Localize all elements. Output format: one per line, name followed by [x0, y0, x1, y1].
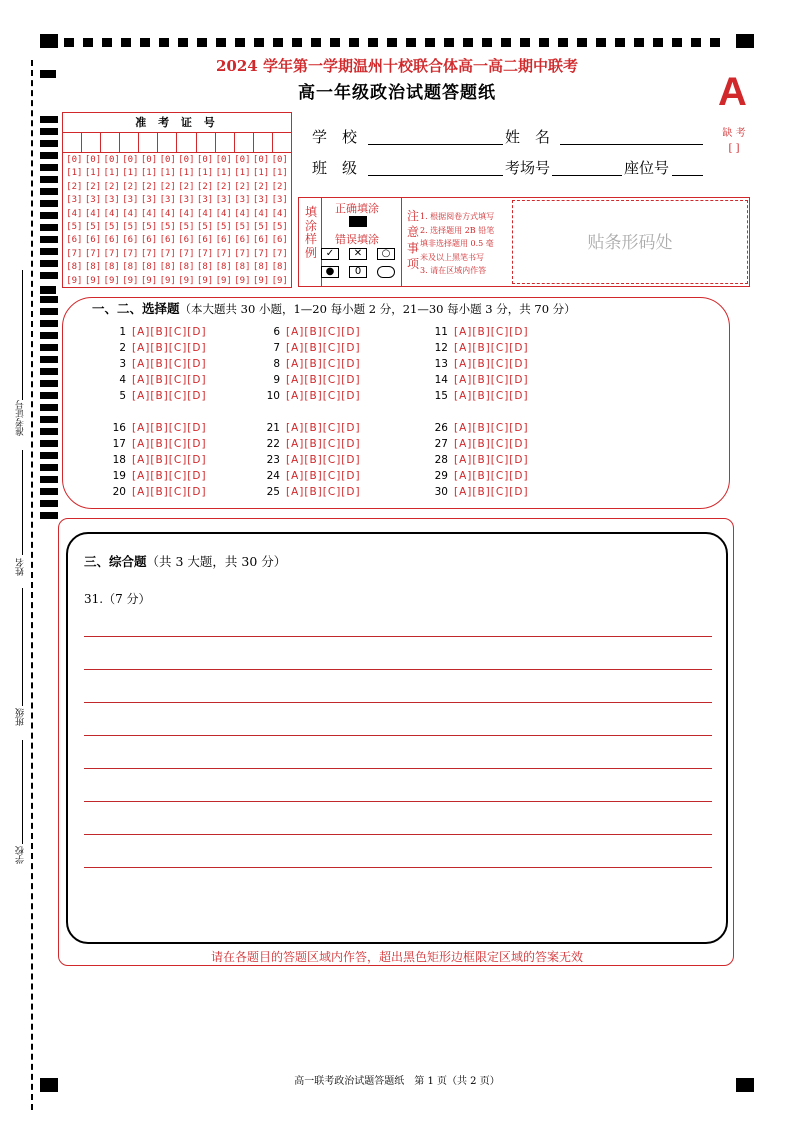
exam-id-title: 准 考 证 号 — [63, 113, 291, 133]
digit-bubble[interactable]: [3] — [103, 195, 120, 206]
timing-mark — [40, 286, 56, 294]
notes-label: 注意事项 — [407, 209, 420, 271]
digit-bubble[interactable]: [6] — [103, 235, 120, 246]
mc-question-21[interactable] — [258, 422, 361, 434]
question-number: 3 — [119, 358, 126, 370]
class-field[interactable] — [368, 175, 503, 176]
digit-bubble[interactable]: [5] — [122, 221, 139, 232]
digit-bubble[interactable]: [1] — [159, 168, 176, 179]
digit-bubble[interactable]: [1] — [234, 168, 251, 179]
digit-bubble[interactable]: [9] — [66, 275, 83, 286]
mc-question-28[interactable] — [426, 454, 529, 466]
digit-bubble[interactable]: [1] — [122, 168, 139, 179]
mc-question-14[interactable] — [426, 374, 529, 386]
timing-column-middle — [40, 296, 58, 524]
name-label: 姓 名 — [505, 128, 551, 146]
essay-section-title: 三、综合题 — [84, 554, 147, 569]
digit-bubble[interactable]: [2] — [196, 181, 214, 192]
question-number: 1 — [119, 326, 126, 338]
digit-bubble[interactable]: [9] — [140, 275, 158, 286]
digit-bubble[interactable]: [1] — [252, 168, 270, 179]
digit-bubble[interactable]: [3] — [178, 195, 195, 206]
mc-question-29[interactable] — [426, 470, 529, 482]
digit-bubble[interactable]: [8] — [103, 262, 120, 273]
corner-mark-top-left — [40, 34, 58, 48]
school-field[interactable] — [368, 144, 503, 145]
digit-bubble[interactable]: [9] — [271, 275, 288, 286]
digit-bubble[interactable]: [5] — [66, 221, 83, 232]
note-item: 米及以上黑笔书写 — [420, 252, 484, 262]
question-number: 19 — [112, 470, 126, 482]
digit-bubble[interactable]: [3] — [66, 195, 83, 206]
question-number: 13 — [434, 358, 448, 370]
digit-bubble[interactable]: [8] — [66, 262, 83, 273]
notes-list — [420, 210, 494, 278]
mc-question-16[interactable] — [104, 422, 207, 434]
answer-bubbles[interactable]: [A][B][C][D] — [286, 470, 361, 482]
answer-bubbles[interactable]: [A][B][C][D] — [286, 486, 361, 498]
digit-bubble[interactable]: [6] — [271, 235, 288, 246]
digit-bubble[interactable]: [0] — [140, 155, 158, 165]
seat-field[interactable] — [672, 175, 703, 176]
digit-bubble[interactable]: [5] — [178, 221, 195, 232]
digit-bubble[interactable]: [5] — [215, 221, 232, 232]
question-number: 15 — [434, 390, 448, 402]
digit-bubble[interactable]: [3] — [252, 195, 270, 206]
digit-bubble[interactable]: [8] — [271, 262, 288, 273]
question-number: 20 — [112, 486, 126, 498]
digit-bubble[interactable]: [9] — [234, 275, 251, 286]
ellipse-mark-icon — [377, 266, 395, 278]
answer-bubbles[interactable]: [A][B][C][D] — [454, 358, 529, 370]
answer-bubbles[interactable]: [A][B][C][D] — [132, 470, 207, 482]
digit-bubble[interactable]: [8] — [84, 262, 102, 273]
room-label: 考场号 — [505, 159, 551, 177]
school-label: 学 校 — [312, 128, 358, 146]
exam-id-digit-row[interactable] — [65, 234, 289, 247]
digit-bubble[interactable]: [7] — [196, 248, 214, 259]
mc-section-heading — [92, 299, 576, 317]
mc-question-24[interactable] — [258, 470, 361, 482]
question-31-label: 31.（7 分） — [84, 592, 151, 606]
cross-mark-icon: ✕ — [349, 248, 367, 260]
answer-bubbles[interactable]: [A][B][C][D] — [454, 374, 529, 386]
answer-bubbles[interactable]: [A][B][C][D] — [132, 422, 207, 434]
digit-bubble[interactable]: [4] — [234, 208, 251, 219]
side-line — [22, 450, 23, 555]
mc-question-2[interactable] — [104, 342, 207, 354]
digit-bubble[interactable]: [2] — [252, 181, 270, 192]
exam-id-grid[interactable] — [62, 112, 292, 288]
digit-bubble[interactable]: [2] — [122, 181, 139, 192]
digit-bubble[interactable]: [0] — [178, 155, 195, 165]
digit-bubble[interactable]: [9] — [122, 275, 139, 286]
digit-bubble[interactable]: [0] — [159, 155, 176, 165]
digit-bubble[interactable]: [9] — [178, 275, 195, 286]
barcode-area: 贴条形码处 — [512, 200, 748, 284]
answer-line[interactable] — [84, 834, 712, 835]
note-item: 填非选择题用 0.5 毫 — [420, 239, 494, 248]
question-number: 7 — [273, 342, 280, 354]
mc-question-26[interactable] — [426, 422, 529, 434]
question-number: 24 — [266, 470, 280, 482]
correct-fill-label: 正确填涂 — [335, 202, 379, 215]
side-line — [22, 588, 23, 706]
digit-bubble[interactable]: [2] — [140, 181, 158, 192]
side-label-exam-id: 准考证号 — [16, 400, 26, 436]
digit-bubble[interactable]: [7] — [122, 248, 139, 259]
dot-mark-icon: ● — [321, 266, 339, 278]
digit-bubble[interactable]: [4] — [66, 208, 83, 219]
mc-question-1[interactable] — [104, 326, 207, 338]
digit-bubble[interactable]: [7] — [84, 248, 102, 259]
question-number: 25 — [266, 486, 280, 498]
mc-question-19[interactable] — [104, 470, 207, 482]
mc-question-30[interactable] — [426, 486, 529, 498]
exam-title: 2024 学年第一学期温州十校联合体高一高二期中联考 — [216, 57, 578, 75]
digit-bubble[interactable]: [4] — [122, 208, 139, 219]
mc-question-4[interactable] — [104, 374, 207, 386]
digit-bubble[interactable]: [3] — [84, 195, 102, 206]
digit-bubble[interactable]: [0] — [196, 155, 214, 165]
digit-bubble[interactable]: [5] — [140, 221, 158, 232]
digit-bubble[interactable]: [7] — [159, 248, 176, 259]
digit-bubble[interactable]: [4] — [252, 208, 270, 219]
exam-id-bubbles[interactable] — [63, 153, 291, 289]
digit-bubble[interactable]: [2] — [159, 181, 176, 192]
digit-bubble[interactable]: [5] — [252, 221, 270, 232]
mc-question-8[interactable] — [258, 358, 361, 370]
mc-question-23[interactable] — [258, 454, 361, 466]
digit-bubble[interactable]: [9] — [252, 275, 270, 286]
answer-bubbles[interactable]: [A][B][C][D] — [454, 470, 529, 482]
wrong-fill-label: 错误填涂 — [335, 233, 379, 246]
exam-id-digit-row[interactable] — [65, 221, 289, 234]
digit-bubble[interactable]: [5] — [196, 221, 214, 232]
oval-mark-icon: 0 — [349, 266, 367, 278]
mc-question-7[interactable] — [258, 342, 361, 354]
question-number: 21 — [266, 422, 280, 434]
digit-bubble[interactable]: [9] — [215, 275, 232, 286]
digit-bubble[interactable]: [2] — [271, 181, 288, 192]
digit-bubble[interactable]: [7] — [252, 248, 270, 259]
digit-bubble[interactable]: [3] — [215, 195, 232, 206]
digit-bubble[interactable]: [2] — [103, 181, 120, 192]
digit-bubble[interactable]: [1] — [215, 168, 232, 179]
digit-bubble[interactable]: [0] — [122, 155, 139, 165]
digit-bubble[interactable]: [7] — [271, 248, 288, 259]
digit-bubble[interactable]: [6] — [234, 235, 251, 246]
digit-bubble[interactable]: [8] — [196, 262, 214, 273]
digit-bubble[interactable]: [7] — [66, 248, 83, 259]
mc-question-22[interactable] — [258, 438, 361, 450]
digit-bubble[interactable]: [3] — [140, 195, 158, 206]
digit-bubble[interactable]: [3] — [159, 195, 176, 206]
mc-question-27[interactable] — [426, 438, 529, 450]
digit-bubble[interactable]: [8] — [122, 262, 139, 273]
digit-bubble[interactable]: [6] — [196, 235, 214, 246]
correct-fill-sample — [349, 216, 367, 227]
digit-bubble[interactable]: [6] — [140, 235, 158, 246]
exam-id-digit-row[interactable] — [65, 181, 289, 194]
answer-bubbles[interactable]: [A][B][C][D] — [454, 486, 529, 498]
question-number: 4 — [119, 374, 126, 386]
digit-bubble[interactable]: [0] — [215, 155, 232, 165]
mc-question-3[interactable] — [104, 358, 207, 370]
digit-bubble[interactable]: [8] — [252, 262, 270, 273]
question-number: 12 — [434, 342, 448, 354]
digit-bubble[interactable]: [3] — [122, 195, 139, 206]
note-item: 2. 选择题用 2B 铅笔 — [420, 225, 495, 235]
circle-mark-icon: ○ — [377, 248, 395, 260]
digit-bubble[interactable]: [8] — [215, 262, 232, 273]
essay-section-desc: （共 3 大题，共 30 分） — [146, 554, 287, 569]
question-number: 11 — [434, 326, 448, 338]
sheet-title: 高一年级政治试题答题纸 — [298, 83, 496, 103]
question-number: 23 — [266, 454, 280, 466]
question-number: 27 — [434, 438, 448, 450]
exam-id-digit-row[interactable] — [65, 154, 289, 167]
essay-section-heading — [84, 552, 286, 570]
answer-line[interactable] — [84, 702, 712, 703]
answer-line[interactable] — [84, 735, 712, 736]
question-number: 5 — [119, 390, 126, 402]
digit-bubble[interactable]: [4] — [215, 208, 232, 219]
answer-bubbles[interactable]: [A][B][C][D] — [132, 390, 207, 402]
digit-bubble[interactable]: [6] — [252, 235, 270, 246]
digit-bubble[interactable]: [0] — [103, 155, 120, 165]
answer-bubbles[interactable]: [A][B][C][D] — [454, 326, 529, 338]
digit-bubble[interactable]: [6] — [215, 235, 232, 246]
digit-bubble[interactable]: [9] — [159, 275, 176, 286]
digit-bubble[interactable]: [1] — [66, 168, 83, 179]
question-number: 30 — [434, 486, 448, 498]
timing-column-upper — [40, 116, 58, 284]
answer-bubbles[interactable]: [A][B][C][D] — [132, 358, 207, 370]
digit-bubble[interactable]: [7] — [178, 248, 195, 259]
digit-bubble[interactable]: [1] — [178, 168, 195, 179]
mc-question-5[interactable] — [104, 390, 207, 402]
corner-mark-top-right — [736, 34, 754, 48]
digit-bubble[interactable]: [7] — [103, 248, 120, 259]
mc-question-18[interactable] — [104, 454, 207, 466]
answer-line[interactable] — [84, 801, 712, 802]
digit-bubble[interactable]: [9] — [196, 275, 214, 286]
answer-bubbles[interactable]: [A][B][C][D] — [132, 438, 207, 450]
digit-bubble[interactable]: [4] — [178, 208, 195, 219]
answer-bubbles[interactable]: [A][B][C][D] — [286, 438, 361, 450]
exam-id-digit-row[interactable] — [65, 261, 289, 274]
seat-label: 座位号 — [624, 159, 670, 177]
mc-question-20[interactable] — [104, 486, 207, 498]
exam-id-digit-row[interactable] — [65, 167, 289, 180]
room-field[interactable] — [552, 175, 622, 176]
mc-question-17[interactable] — [104, 438, 207, 450]
digit-bubble[interactable]: [7] — [234, 248, 251, 259]
page-footer: 高一联考政治试题答题纸 第 1 页（共 2 页） — [294, 1076, 500, 1087]
digit-bubble[interactable]: [6] — [84, 235, 102, 246]
answer-bubbles[interactable]: [A][B][C][D] — [132, 486, 207, 498]
digit-bubble[interactable]: [4] — [271, 208, 288, 219]
digit-bubble[interactable]: [3] — [196, 195, 214, 206]
answer-bubbles[interactable]: [A][B][C][D] — [286, 358, 361, 370]
digit-bubble[interactable]: [6] — [122, 235, 139, 246]
digit-bubble[interactable]: [0] — [234, 155, 251, 165]
digit-bubble[interactable]: [5] — [103, 221, 120, 232]
answer-bubbles[interactable]: [A][B][C][D] — [286, 422, 361, 434]
mc-question-6[interactable] — [258, 326, 361, 338]
side-label-name: 姓名 — [16, 558, 26, 576]
answer-line[interactable] — [84, 636, 712, 637]
question-number: 18 — [112, 454, 126, 466]
version-letter: A — [718, 70, 747, 114]
question-number: 16 — [112, 422, 126, 434]
digit-bubble[interactable]: [3] — [234, 195, 251, 206]
answer-bubbles[interactable]: [A][B][C][D] — [132, 342, 207, 354]
answer-bubbles[interactable]: [A][B][C][D] — [286, 390, 361, 402]
answer-bubbles[interactable]: [A][B][C][D] — [286, 454, 361, 466]
mc-question-10[interactable] — [258, 390, 361, 402]
digit-bubble[interactable]: [0] — [66, 155, 83, 165]
digit-bubble[interactable]: [9] — [84, 275, 102, 286]
question-number: 6 — [273, 326, 280, 338]
answer-line[interactable] — [84, 669, 712, 670]
side-line — [22, 740, 23, 844]
digit-bubble[interactable]: [0] — [84, 155, 102, 165]
digit-bubble[interactable]: [4] — [159, 208, 176, 219]
mc-question-9[interactable] — [258, 374, 361, 386]
digit-bubble[interactable]: [6] — [66, 235, 83, 246]
question-number: 2 — [119, 342, 126, 354]
digit-bubble[interactable]: [4] — [103, 208, 120, 219]
name-field[interactable] — [560, 144, 703, 145]
divider — [401, 198, 402, 286]
side-label-school: 学校 — [16, 846, 26, 864]
answer-bubbles[interactable]: [A][B][C][D] — [286, 374, 361, 386]
exam-id-write-cells[interactable] — [63, 133, 291, 153]
question-number: 28 — [434, 454, 448, 466]
side-label-class: 班级 — [16, 708, 26, 726]
digit-bubble[interactable]: [1] — [271, 168, 288, 179]
digit-bubble[interactable]: [1] — [140, 168, 158, 179]
digit-bubble[interactable]: [4] — [84, 208, 102, 219]
digit-bubble[interactable]: [0] — [271, 155, 288, 165]
digit-bubble[interactable]: [2] — [66, 181, 83, 192]
digit-bubble[interactable]: [9] — [103, 275, 120, 286]
question-number: 17 — [112, 438, 126, 450]
question-number: 22 — [266, 438, 280, 450]
mc-question-25[interactable] — [258, 486, 361, 498]
mc-question-12[interactable] — [426, 342, 529, 354]
digit-bubble[interactable]: [3] — [271, 195, 288, 206]
answer-bubbles[interactable]: [A][B][C][D] — [454, 438, 529, 450]
question-number: 14 — [434, 374, 448, 386]
answer-line[interactable] — [84, 867, 712, 868]
digit-bubble[interactable]: [6] — [159, 235, 176, 246]
answer-bubbles[interactable]: [A][B][C][D] — [454, 390, 529, 402]
answer-bubbles[interactable]: [A][B][C][D] — [132, 454, 207, 466]
digit-bubble[interactable]: [8] — [178, 262, 195, 273]
answer-bubbles[interactable]: [A][B][C][D] — [132, 326, 207, 338]
digit-bubble[interactable]: [0] — [252, 155, 270, 165]
digit-bubble[interactable]: [5] — [159, 221, 176, 232]
mc-question-13[interactable] — [426, 358, 529, 370]
digit-bubble[interactable]: [7] — [140, 248, 158, 259]
mc-section-title: 一、二、选择题 — [92, 301, 180, 316]
digit-bubble[interactable]: [2] — [178, 181, 195, 192]
mc-question-11[interactable] — [426, 326, 529, 338]
digit-bubble[interactable]: [4] — [196, 208, 214, 219]
answer-line[interactable] — [84, 768, 712, 769]
answer-bubbles[interactable]: [A][B][C][D] — [454, 342, 529, 354]
digit-bubble[interactable]: [5] — [84, 221, 102, 232]
exam-id-digit-row[interactable] — [65, 194, 289, 207]
question-number: 26 — [434, 422, 448, 434]
exam-id-digit-row[interactable] — [65, 248, 289, 261]
digit-bubble[interactable]: [1] — [84, 168, 102, 179]
digit-bubble[interactable]: [4] — [140, 208, 158, 219]
side-line — [22, 270, 23, 400]
answer-area-border[interactable] — [66, 532, 728, 944]
digit-bubble[interactable]: [1] — [196, 168, 214, 179]
class-label: 班 级 — [312, 159, 358, 177]
note-item: 1. 根据阅卷方式填写 — [420, 212, 495, 221]
answer-bubbles[interactable]: [A][B][C][D] — [286, 326, 361, 338]
digit-bubble[interactable]: [8] — [159, 262, 176, 273]
exam-id-digit-row[interactable] — [65, 275, 289, 288]
digit-bubble[interactable]: [7] — [215, 248, 232, 259]
answer-bubbles[interactable]: [A][B][C][D] — [132, 374, 207, 386]
absent-box[interactable] — [722, 124, 746, 154]
answer-area-warning: 请在各题目的答题区域内作答，超出黑色矩形边框限定区域的答案无效 — [210, 950, 583, 964]
digit-bubble[interactable]: [6] — [178, 235, 195, 246]
digit-bubble[interactable]: [8] — [140, 262, 158, 273]
fill-example-label: 填涂样例 — [305, 205, 318, 260]
note-item: 3. 请在区域内作答 — [420, 266, 487, 275]
digit-bubble[interactable]: [2] — [234, 181, 251, 192]
answer-bubbles[interactable]: [A][B][C][D] — [286, 342, 361, 354]
question-number: 29 — [434, 470, 448, 482]
digit-bubble[interactable]: [2] — [84, 181, 102, 192]
absent-label: 缺 考 — [722, 128, 746, 139]
digit-bubble[interactable]: [1] — [103, 168, 120, 179]
digit-bubble[interactable]: [5] — [271, 221, 288, 232]
mc-section-desc: （本大题共 30 小题，1—20 每小题 2 分，21—30 每小题 3 分，共 70 分） — [179, 302, 576, 316]
timing-strip-top — [64, 38, 724, 47]
absent-bracket: [ ] — [728, 143, 740, 154]
answer-bubbles[interactable]: [A][B][C][D] — [454, 422, 529, 434]
check-mark-icon: ✓ — [321, 248, 339, 260]
question-number: 10 — [266, 390, 280, 402]
digit-bubble[interactable]: [8] — [234, 262, 251, 273]
question-number: 9 — [273, 374, 280, 386]
digit-bubble[interactable]: [2] — [215, 181, 232, 192]
answer-bubbles[interactable]: [A][B][C][D] — [454, 454, 529, 466]
question-number: 8 — [273, 358, 280, 370]
digit-bubble[interactable]: [5] — [234, 221, 251, 232]
exam-id-digit-row[interactable] — [65, 208, 289, 221]
mc-question-15[interactable] — [426, 390, 529, 402]
